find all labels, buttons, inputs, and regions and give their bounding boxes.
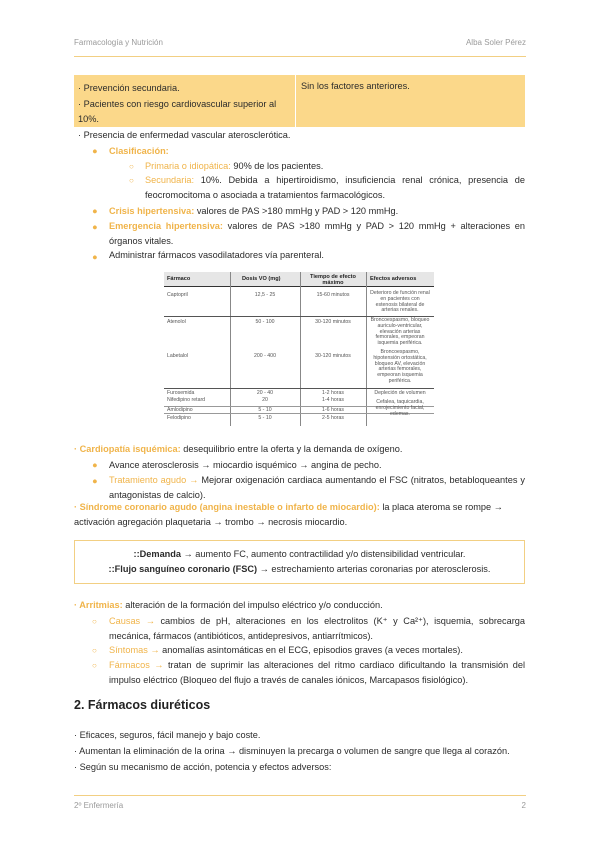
cardiopatia-item: · Cardiopatía isquémica: desequilibrio entre la oferta y la demanda de oxígeno.	[74, 444, 403, 454]
table-cell: Amlodipino	[167, 407, 193, 413]
page-header	[74, 38, 526, 52]
table-header-cell: Efectos adversos	[370, 276, 417, 282]
table-cell: 15-60 minutos	[316, 292, 350, 298]
indication-line: · Presencia de enfermedad vascular aterosclerótica.	[78, 129, 291, 140]
causas-item: Causas → cambios de pH, alteraciones en los electrolitos (K⁺ y Ca²⁺), isquemia, sobrecarga mecánica, fármacos (antibióticos, antidepresivos, antiarrítmicos).	[109, 616, 525, 641]
indications-box	[74, 75, 525, 140]
section-title: 2. Fármacos diuréticos	[74, 698, 211, 712]
table-cell: 1-6 horas	[322, 407, 344, 413]
table-cell: 1-2 horas	[322, 390, 344, 396]
page-footer	[74, 801, 526, 813]
circle-bullet-icon: ○	[129, 162, 134, 171]
table-cell: Nifedipino retard	[167, 397, 206, 403]
circle-bullet-icon: ○	[129, 176, 134, 185]
bullet-icon: ●	[92, 146, 98, 156]
demand-line: ::Demanda → aumento FC, aumento contractilidad y/o distensibilidad ventricular.	[133, 549, 466, 559]
footer-divider	[74, 795, 526, 796]
diuretico-line: · Según su mecanismo de acción, potencia y efectos adversos:	[74, 762, 332, 772]
indications-right: Sin los factores anteriores.	[301, 81, 410, 91]
table-header-cell: Tiempo de efecto máximo	[310, 274, 356, 286]
table-cell: Depleción de volumen	[374, 390, 426, 396]
sintomas-item: Síntomas → anomalías asintomáticas en el ECG, episodios graves (a veces mortales).	[109, 645, 463, 655]
table-cell: 12,5 - 25	[254, 292, 276, 298]
table-cell: 5 - 10	[258, 407, 272, 413]
circle-bullet-icon: ○	[92, 661, 97, 670]
administrar-item: Administrar fármacos vasodilatadores vía parenteral.	[109, 250, 324, 260]
footer-course: 2º Enfermería	[74, 801, 124, 810]
table-cell: 30-120 minutos	[315, 353, 351, 359]
table-cell: Deterioro de función renal en pacientes con estenosis bilateral de arterias renales.	[370, 290, 430, 314]
crisis-item: Crisis hipertensiva: valores de PAS >180 mmHg y PAD > 120 mmHg.	[109, 206, 399, 216]
page-number: 2	[521, 801, 526, 810]
arritmias-item: · Arritmias: alteración de la formación del impulso eléctrico y/o conducción.	[74, 600, 383, 610]
table-header-cell: Fármaco	[167, 276, 191, 282]
table-cell: Atenolol	[167, 319, 186, 325]
clasificacion-title: Clasificación:	[109, 146, 169, 156]
bullet-icon: ●	[92, 206, 98, 216]
table-divider	[366, 272, 367, 426]
sindrome-item: · Síndrome coronario agudo (angina inestable o infarto de miocardio): la placa ateroma se rompe → activación agregación plaquetaria → trombo → necrosis miocardio.	[74, 502, 503, 527]
header-divider	[74, 56, 526, 57]
fsc-line: ::Flujo sanguíneo coronario (FSC) → estrechamiento arterias coronarias por aterosclerosis.	[108, 564, 491, 574]
bullet-icon: ●	[92, 252, 98, 262]
emergencia-item: Emergencia hipertensiva: valores de PAS >180 mmHg y PAD > 120 mmHg + alteraciones en órganos vitales.	[109, 221, 526, 246]
indications-left	[74, 75, 296, 140]
table-cell: Furosemida	[167, 390, 195, 396]
diuretico-line: · Aumentan la eliminación de la orina → disminuyen la precarga o volumen de sangre que llega al corazón.	[74, 746, 510, 756]
table-divider	[164, 388, 434, 389]
cardio-bullet-2: Tratamiento agudo → Mejorar oxigenación cardiaca aumentando el FSC (nitratos, betabloqueantes y antagonistas de calcio).	[109, 475, 525, 500]
header-author: Alba Soler Pérez	[465, 38, 526, 47]
table-cell: Captopril	[167, 292, 188, 298]
table-cell: Labetalol	[167, 353, 189, 359]
table-cell: Broncoespasmo, bloqueo auriculo-ventricular, elevación arterias femorales, empeoran isquemia periférica.	[370, 317, 430, 347]
table-cell: 200 - 400	[254, 353, 276, 359]
table-cell: 1-4 horas	[322, 397, 344, 403]
primaria-item: Primaria o idiopática: 90% de los pacientes.	[145, 161, 324, 171]
table-cell: Broncoespasmo, hipotensión ortostática, bloqueo AV, elevación arterias femorales, empeoran isquemia periférica.	[373, 349, 427, 384]
demand-box	[74, 540, 525, 584]
table-cell: 20	[262, 397, 268, 403]
drug-table	[164, 272, 434, 426]
indication-line: · Prevención secundaria.	[78, 83, 180, 93]
table-cell: 2-5 horas	[322, 415, 344, 421]
table-cell: 5 - 10	[258, 415, 272, 421]
bullet-icon: ●	[92, 222, 98, 232]
table-cell: 30-120 minutos	[315, 319, 351, 325]
farmacos-item: Fármacos → tratan de suprimir las alteraciones del ritmo cardiaco dificultando la transmisión del impulso eléctrico (Bloqueo del flujo a través de canales iónicos, Marcapasos fisiológico).	[109, 660, 525, 685]
table-header	[164, 272, 434, 287]
table-header-cell: Dosis VO (mg)	[242, 276, 281, 282]
circle-bullet-icon: ○	[92, 646, 97, 655]
table-cell: Felodipino	[167, 415, 191, 421]
circle-bullet-icon: ○	[92, 617, 97, 626]
header-subject: Farmacología y Nutrición	[74, 38, 163, 47]
bullet-icon: ●	[92, 460, 98, 470]
secundaria-item: Secundaria: 10%. Debida a hipertiroidismo, insuficiencia renal crónica, presencia de feocromocitoma o asociada a tratamientos farmacológicos.	[145, 175, 525, 200]
table-cell: Cefalea, taquicardia, enrojecimiento facial, edemas.	[375, 399, 425, 417]
bullet-icon: ●	[92, 476, 98, 486]
indication-line: · Pacientes con riesgo cardiovascular superior al 10%.	[78, 98, 277, 124]
cardio-bullet-1: Avance aterosclerosis → miocardio isquémico → angina de pecho.	[109, 460, 382, 470]
diuretico-line: · Eficaces, seguros, fácil manejo y bajo coste.	[74, 730, 261, 740]
table-cell: 20 - 40	[256, 390, 274, 396]
table-cell: 50 - 100	[255, 319, 275, 325]
